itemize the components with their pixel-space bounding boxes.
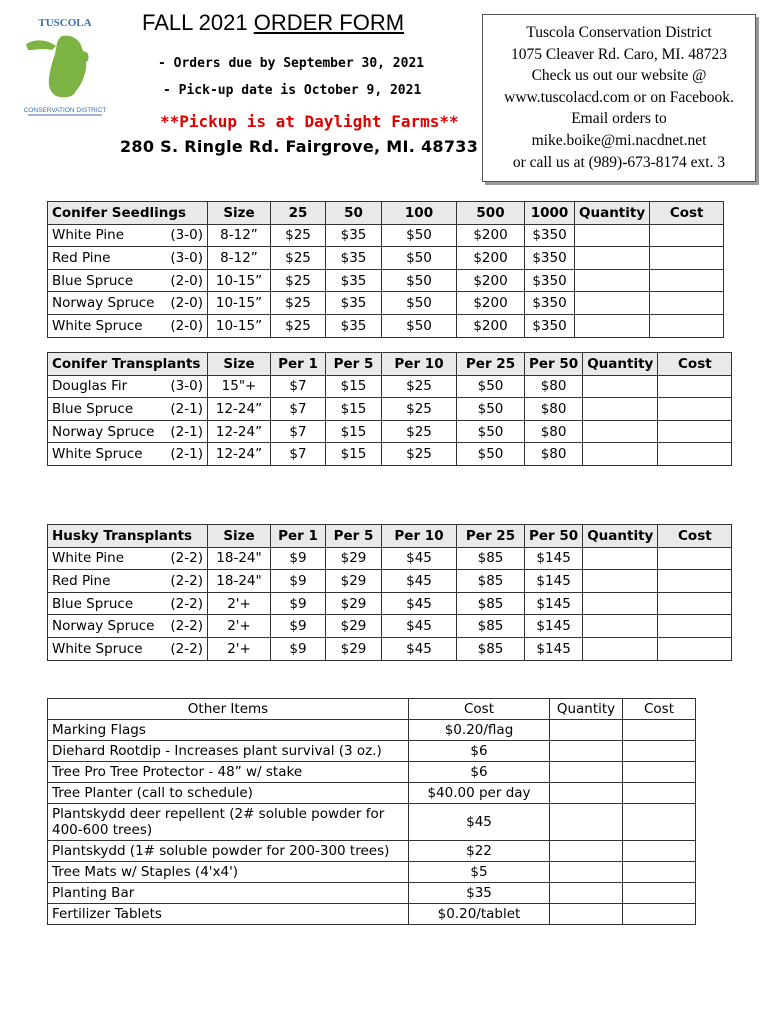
cost-cell [650, 224, 724, 247]
quantity-input[interactable] [583, 547, 658, 570]
quantity-input[interactable] [583, 398, 658, 421]
header-cell: Per 25 [457, 353, 525, 376]
item-cost: $0.20/flag [409, 720, 550, 741]
header-cell: 100 [382, 202, 457, 225]
quantity-input[interactable] [575, 292, 650, 315]
header-cell: Size [208, 353, 271, 376]
header-cell: 25 [271, 202, 326, 225]
table-header-row [48, 699, 696, 720]
header-cell: Quantity [583, 353, 658, 376]
price-cell: $200 [457, 269, 525, 292]
age-class: (3-0) [170, 227, 203, 244]
price-cell: $45 [382, 547, 457, 570]
price-cell: $7 [271, 420, 326, 443]
contact-line: Email orders to [571, 110, 667, 128]
price-cell: $50 [457, 443, 525, 466]
table-row [48, 292, 724, 315]
cost-cell [658, 398, 732, 421]
cost-cell [658, 443, 732, 466]
table-row [48, 398, 732, 421]
species-cell [48, 592, 208, 615]
item-name: Diehard Rootdip - Increases plant survival (3 oz.) [48, 741, 409, 762]
price-cell: $9 [271, 547, 326, 570]
price-cell: $145 [525, 547, 583, 570]
cost-cell [623, 841, 696, 862]
table-header-row [48, 353, 732, 376]
species-cell [48, 224, 208, 247]
age-class: (2-2) [170, 618, 203, 635]
quantity-input[interactable] [550, 762, 623, 783]
size-cell: 12-24” [208, 420, 271, 443]
cost-cell [658, 592, 732, 615]
table-row [48, 443, 732, 466]
item-name: Plantskydd deer repellent (2# soluble powder for 400-600 trees) [48, 804, 409, 841]
contact-line: or call us at (989)-673-8174 ext. 3 [512, 153, 726, 171]
price-cell: $85 [457, 637, 525, 660]
cost-cell [650, 269, 724, 292]
contact-line: Tuscola Conservation District [526, 24, 712, 41]
cost-cell [658, 375, 732, 398]
price-cell: $7 [271, 375, 326, 398]
table-row [48, 804, 696, 841]
price-cell: $145 [525, 637, 583, 660]
price-cell: $15 [326, 398, 382, 421]
size-cell: 8-12” [208, 247, 271, 270]
price-cell: $50 [382, 224, 457, 247]
size-cell: 10-15” [208, 269, 271, 292]
table-row [48, 570, 732, 593]
table-row [48, 741, 696, 762]
price-cell: $50 [382, 269, 457, 292]
pickup-location: **Pickup is at Daylight Farms** [160, 112, 459, 131]
species-name: Norway Spruce [52, 423, 155, 440]
table-row [48, 637, 732, 660]
price-cell: $25 [271, 247, 326, 270]
quantity-input[interactable] [583, 420, 658, 443]
item-cost: $6 [409, 762, 550, 783]
item-name: Fertilizer Tablets [48, 904, 409, 925]
item-name: Marking Flags [48, 720, 409, 741]
price-cell: $9 [271, 592, 326, 615]
header-cell: 50 [326, 202, 382, 225]
husky-transplants-table [47, 524, 732, 661]
table-row [48, 783, 696, 804]
age-class: (2-0) [170, 272, 203, 289]
table-row [48, 247, 724, 270]
size-cell: 2'+ [208, 615, 271, 638]
table-row [48, 269, 724, 292]
cost-cell [623, 762, 696, 783]
item-cost: $22 [409, 841, 550, 862]
svg-text:TUSCOLA: TUSCOLA [38, 17, 92, 29]
table-row [48, 314, 724, 337]
size-cell: 12-24” [208, 398, 271, 421]
size-cell: 8-12” [208, 224, 271, 247]
price-cell: $85 [457, 615, 525, 638]
quantity-input[interactable] [575, 247, 650, 270]
price-cell: $85 [457, 547, 525, 570]
price-cell: $35 [326, 269, 382, 292]
species-name: White Spruce [52, 640, 143, 657]
price-cell: $200 [457, 314, 525, 337]
header-cell: 1000 [525, 202, 575, 225]
price-cell: $200 [457, 292, 525, 315]
header-cell: Size [208, 202, 271, 225]
contact-line: 1075 Cleaver Rd. Caro, MI. 48723 [510, 45, 728, 63]
size-cell: 2'+ [208, 592, 271, 615]
table-header-row [48, 525, 732, 548]
table-row [48, 375, 732, 398]
cost-cell [658, 615, 732, 638]
age-class: (2-0) [170, 317, 203, 334]
item-name: Planting Bar [48, 883, 409, 904]
quantity-input[interactable] [575, 314, 650, 337]
species-name: Red Pine [52, 572, 111, 589]
price-cell: $29 [326, 547, 382, 570]
quantity-input[interactable] [550, 804, 623, 841]
species-cell [48, 615, 208, 638]
conifer-transplants-table [47, 352, 732, 466]
cost-cell [650, 292, 724, 315]
cost-cell [658, 570, 732, 593]
size-cell: 2'+ [208, 637, 271, 660]
species-cell [48, 314, 208, 337]
table-row [48, 615, 732, 638]
price-cell: $29 [326, 637, 382, 660]
species-name: White Pine [52, 227, 125, 244]
item-cost: $45 [409, 804, 550, 841]
table-row [48, 420, 732, 443]
quantity-input[interactable] [550, 862, 623, 883]
price-cell: $80 [525, 420, 583, 443]
header-cell: Conifer Transplants [48, 353, 208, 376]
price-cell: $29 [326, 570, 382, 593]
price-cell: $350 [525, 269, 575, 292]
cost-cell [658, 547, 732, 570]
species-name: Norway Spruce [52, 295, 155, 312]
species-name: Blue Spruce [52, 595, 134, 612]
form-title: FALL 2021 ORDER FORM [142, 10, 405, 35]
quantity-input[interactable] [550, 841, 623, 862]
cost-cell [623, 783, 696, 804]
item-cost: $6 [409, 741, 550, 762]
size-cell: 12-24” [208, 443, 271, 466]
price-cell: $15 [326, 375, 382, 398]
age-class: (2-2) [170, 550, 203, 567]
species-name: Blue Spruce [52, 400, 134, 417]
header-cell: Cost [409, 699, 550, 720]
quantity-input[interactable] [583, 375, 658, 398]
price-cell: $145 [525, 570, 583, 593]
price-cell: $45 [382, 637, 457, 660]
conifer-seedlings-table [47, 201, 724, 338]
table-row [48, 762, 696, 783]
header-cell: Quantity [575, 202, 650, 225]
age-class: (2-2) [170, 595, 203, 612]
item-name: Plantskydd (1# soluble powder for 200-300 trees) [48, 841, 409, 862]
contact-info-box [482, 14, 756, 182]
species-name: Blue Spruce [52, 272, 134, 289]
cost-cell [623, 720, 696, 741]
price-cell: $25 [271, 292, 326, 315]
quantity-input[interactable] [583, 570, 658, 593]
price-cell: $35 [326, 224, 382, 247]
price-cell: $9 [271, 570, 326, 593]
size-cell: 10-15” [208, 314, 271, 337]
table-row [48, 862, 696, 883]
species-cell [48, 547, 208, 570]
header-cell: Cost [623, 699, 696, 720]
cost-cell [650, 314, 724, 337]
species-name: Red Pine [52, 249, 111, 266]
table-row [48, 547, 732, 570]
price-cell: $25 [382, 443, 457, 466]
price-cell: $50 [382, 314, 457, 337]
price-cell: $85 [457, 570, 525, 593]
header-cell: Per 5 [326, 353, 382, 376]
quantity-input[interactable] [575, 224, 650, 247]
price-cell: $29 [326, 615, 382, 638]
quantity-input[interactable] [550, 741, 623, 762]
item-cost: $40.00 per day [409, 783, 550, 804]
quantity-input[interactable] [575, 269, 650, 292]
quantity-input[interactable] [583, 637, 658, 660]
item-cost: $35 [409, 883, 550, 904]
age-class: (2-0) [170, 295, 203, 312]
species-cell [48, 637, 208, 660]
price-cell: $200 [457, 224, 525, 247]
quantity-input[interactable] [550, 720, 623, 741]
pickup-date-note: - Pick-up date is October 9, 2021 [163, 83, 422, 98]
price-cell: $50 [382, 292, 457, 315]
quantity-input[interactable] [583, 615, 658, 638]
age-class: (2-2) [170, 572, 203, 589]
price-cell: $350 [525, 314, 575, 337]
species-name: White Spruce [52, 317, 143, 334]
website-link[interactable]: www.tuscolacd.com or on Facebook. [504, 88, 734, 106]
price-cell: $50 [457, 420, 525, 443]
contact-line: Check us out our website @ [531, 67, 707, 85]
price-cell: $45 [382, 615, 457, 638]
header-cell: Conifer Seedlings [48, 202, 208, 225]
size-cell: 18-24" [208, 547, 271, 570]
price-cell: $15 [326, 443, 382, 466]
cost-cell [623, 904, 696, 925]
price-cell: $45 [382, 592, 457, 615]
quantity-input[interactable] [583, 443, 658, 466]
price-cell: $9 [271, 637, 326, 660]
price-cell: $45 [382, 570, 457, 593]
price-cell: $80 [525, 398, 583, 421]
species-cell [48, 443, 208, 466]
header-cell: Other Items [48, 699, 409, 720]
species-cell [48, 269, 208, 292]
header-cell: 500 [457, 202, 525, 225]
other-items-table [47, 698, 696, 925]
table-row [48, 592, 732, 615]
price-cell: $145 [525, 592, 583, 615]
species-cell [48, 398, 208, 421]
table-row [48, 841, 696, 862]
age-class: (2-1) [170, 423, 203, 440]
header-cell: Per 1 [271, 525, 326, 548]
price-cell: $7 [271, 398, 326, 421]
species-cell [48, 375, 208, 398]
species-name: White Pine [52, 550, 125, 567]
email-link[interactable]: mike.boike@mi.nacdnet.net [531, 131, 707, 149]
size-cell: 18-24" [208, 570, 271, 593]
price-cell: $29 [326, 592, 382, 615]
price-cell: $85 [457, 592, 525, 615]
cost-cell [623, 883, 696, 904]
size-cell: 10-15” [208, 292, 271, 315]
price-cell: $200 [457, 247, 525, 270]
cost-cell [623, 804, 696, 841]
header-cell: Cost [658, 525, 732, 548]
table-row [48, 904, 696, 925]
item-name: Tree Pro Tree Protector - 48” w/ stake [48, 762, 409, 783]
cost-cell [650, 247, 724, 270]
age-class: (2-1) [170, 446, 203, 463]
species-cell [48, 420, 208, 443]
age-class: (2-2) [170, 640, 203, 657]
species-name: White Spruce [52, 446, 143, 463]
quantity-input[interactable] [583, 592, 658, 615]
header-cell: Per 10 [382, 353, 457, 376]
header-cell: Cost [650, 202, 724, 225]
item-name: Tree Planter (call to schedule) [48, 783, 409, 804]
price-cell: $145 [525, 615, 583, 638]
price-cell: $35 [326, 247, 382, 270]
orders-due-note: - Orders due by September 30, 2021 [158, 56, 425, 71]
pickup-address: 280 S. Ringle Rd. Fairgrove, MI. 48733 [120, 137, 479, 156]
quantity-input[interactable] [550, 904, 623, 925]
tuscola-conservation-logo [22, 14, 108, 120]
size-cell: 15"+ [208, 375, 271, 398]
price-cell: $50 [382, 247, 457, 270]
price-cell: $9 [271, 615, 326, 638]
price-cell: $35 [326, 314, 382, 337]
table-row [48, 883, 696, 904]
price-cell: $25 [382, 375, 457, 398]
logo-bottom-text: CONSERVATION DISTRICT [23, 107, 107, 114]
header-cell: Per 25 [457, 525, 525, 548]
quantity-input[interactable] [550, 783, 623, 804]
price-cell: $350 [525, 292, 575, 315]
price-cell: $25 [271, 269, 326, 292]
price-cell: $50 [457, 375, 525, 398]
age-class: (2-1) [170, 400, 203, 417]
species-cell [48, 247, 208, 270]
table-row [48, 720, 696, 741]
item-name: Tree Mats w/ Staples (4'x4') [48, 862, 409, 883]
species-cell [48, 292, 208, 315]
item-cost: $5 [409, 862, 550, 883]
price-cell: $35 [326, 292, 382, 315]
header-cell: Per 10 [382, 525, 457, 548]
header-cell: Quantity [583, 525, 658, 548]
price-cell: $80 [525, 375, 583, 398]
cost-cell [623, 862, 696, 883]
header-cell: Per 50 [525, 353, 583, 376]
header-cell: Size [208, 525, 271, 548]
age-class: (3-0) [170, 378, 203, 395]
quantity-input[interactable] [550, 883, 623, 904]
header-cell: Cost [658, 353, 732, 376]
header-cell: Per 50 [525, 525, 583, 548]
item-cost: $0.20/tablet [409, 904, 550, 925]
price-cell: $80 [525, 443, 583, 466]
price-cell: $25 [271, 314, 326, 337]
header-cell: Per 1 [271, 353, 326, 376]
species-cell [48, 570, 208, 593]
species-name: Douglas Fir [52, 378, 128, 395]
cost-cell [658, 637, 732, 660]
table-header-row [48, 202, 724, 225]
species-name: Norway Spruce [52, 618, 155, 635]
table-row [48, 224, 724, 247]
price-cell: $50 [457, 398, 525, 421]
price-cell: $350 [525, 247, 575, 270]
header-cell: Per 5 [326, 525, 382, 548]
price-cell: $350 [525, 224, 575, 247]
cost-cell [623, 741, 696, 762]
price-cell: $25 [382, 398, 457, 421]
age-class: (3-0) [170, 249, 203, 266]
cost-cell [658, 420, 732, 443]
price-cell: $25 [382, 420, 457, 443]
header-cell: Husky Transplants [48, 525, 208, 548]
price-cell: $25 [271, 224, 326, 247]
price-cell: $7 [271, 443, 326, 466]
header-cell: Quantity [550, 699, 623, 720]
price-cell: $15 [326, 420, 382, 443]
